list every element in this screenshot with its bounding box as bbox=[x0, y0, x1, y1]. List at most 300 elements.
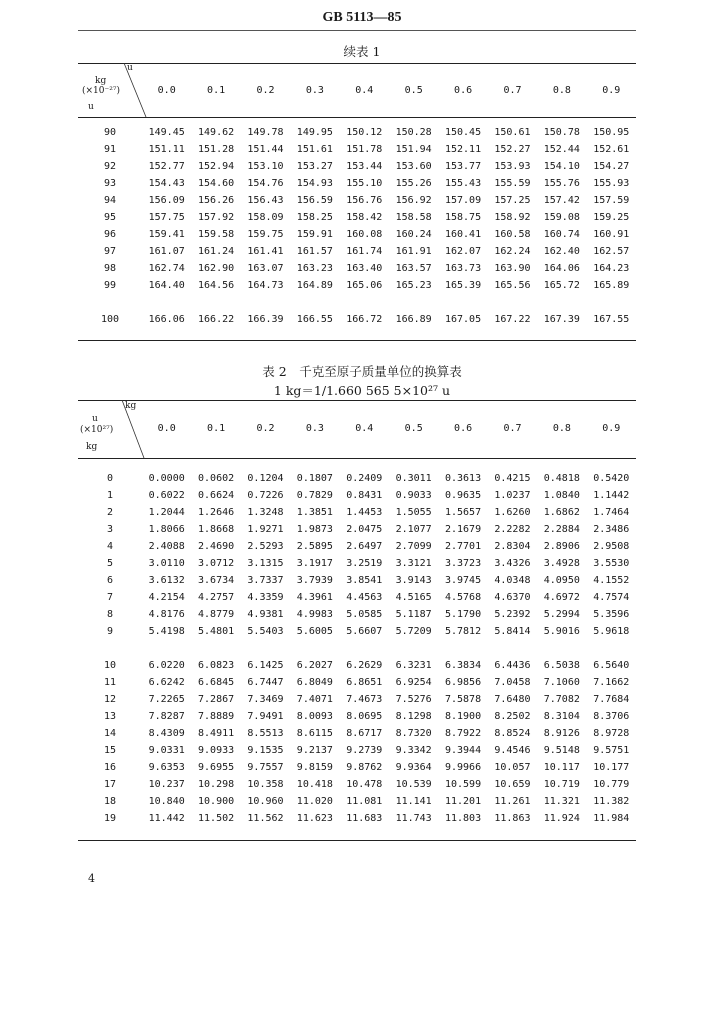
row-label: 3 bbox=[106, 524, 114, 535]
table-cell: 161.24 bbox=[198, 246, 235, 257]
table-cell: 0.0000 bbox=[148, 473, 185, 484]
table-cell: 159.75 bbox=[247, 229, 284, 240]
table-cell: 155.93 bbox=[593, 178, 630, 189]
table-cell: 152.11 bbox=[444, 144, 482, 155]
table-cell: 3.5530 bbox=[593, 558, 630, 569]
table-cell: 9.8762 bbox=[346, 762, 383, 773]
table-cell: 2.7099 bbox=[395, 541, 432, 552]
table-cell: 153.77 bbox=[444, 161, 482, 172]
table-cell: 4.5768 bbox=[444, 592, 482, 603]
table-cell: 157.09 bbox=[444, 195, 482, 206]
row-label: 4 bbox=[106, 541, 114, 552]
table-cell: 6.5640 bbox=[593, 660, 630, 671]
table-cell: 10.719 bbox=[543, 779, 580, 790]
table-cell: 9.1535 bbox=[247, 745, 284, 756]
table-cell: 166.89 bbox=[395, 314, 432, 325]
table-cell: 155.59 bbox=[494, 178, 531, 189]
table-cell: 11.020 bbox=[296, 796, 333, 807]
table-cell: 8.2502 bbox=[494, 711, 531, 722]
table-cell: 5.7209 bbox=[395, 626, 432, 637]
table-cell: 3.7939 bbox=[296, 575, 333, 586]
table-cell: 11.863 bbox=[494, 813, 531, 824]
table-cell: 10.298 bbox=[198, 779, 235, 790]
table-cell: 7.1060 bbox=[543, 677, 580, 688]
table-row bbox=[78, 691, 636, 708]
table-cell: 2.2884 bbox=[543, 524, 580, 535]
table-cell: 6.2629 bbox=[346, 660, 383, 671]
table-cell: 4.4563 bbox=[346, 592, 383, 603]
table-cell: 5.6005 bbox=[296, 626, 333, 637]
table-cell: 4.8176 bbox=[148, 609, 185, 620]
table-cell: 3.0110 bbox=[148, 558, 185, 569]
table-cell: 162.74 bbox=[148, 263, 185, 274]
table-cell: 160.91 bbox=[593, 229, 630, 240]
table-cell: 11.141 bbox=[395, 796, 432, 807]
table-cell: 158.09 bbox=[247, 212, 284, 223]
table-cell: 9.5751 bbox=[593, 745, 630, 756]
table-cell: 2.6497 bbox=[346, 541, 383, 552]
table-cell: 6.3231 bbox=[395, 660, 432, 671]
table-cell: 149.95 bbox=[296, 127, 333, 138]
table-row bbox=[78, 657, 636, 674]
table-cell: 149.62 bbox=[198, 127, 235, 138]
table-cell: 159.58 bbox=[198, 229, 235, 240]
table2-column-header: 0.9 bbox=[602, 423, 621, 434]
table-cell: 1.9271 bbox=[247, 524, 284, 535]
table-cell: 9.2739 bbox=[346, 745, 383, 756]
table2-header-rule bbox=[78, 458, 636, 459]
row-label: 6 bbox=[106, 575, 114, 586]
table2-column-header: 0.1 bbox=[207, 423, 226, 434]
table-row bbox=[78, 158, 636, 175]
table-cell: 9.6353 bbox=[148, 762, 185, 773]
header-rule bbox=[78, 30, 636, 31]
table-cell: 152.94 bbox=[198, 161, 235, 172]
table-cell: 11.502 bbox=[198, 813, 235, 824]
table-cell: 153.27 bbox=[296, 161, 333, 172]
table-cell: 155.43 bbox=[444, 178, 482, 189]
group-spacer bbox=[78, 640, 636, 657]
table-cell: 8.7922 bbox=[444, 728, 482, 739]
row-label: 90 bbox=[103, 127, 117, 138]
table-cell: 5.4198 bbox=[148, 626, 185, 637]
row-label: 96 bbox=[103, 229, 117, 240]
table-cell: 1.8668 bbox=[198, 524, 235, 535]
table-cell: 7.1662 bbox=[593, 677, 630, 688]
table-cell: 1.2646 bbox=[198, 507, 235, 518]
table-cell: 159.41 bbox=[148, 229, 185, 240]
table-cell: 6.4436 bbox=[494, 660, 531, 671]
table-cell: 9.9966 bbox=[444, 762, 482, 773]
table-cell: 6.9856 bbox=[444, 677, 482, 688]
table-cell: 11.623 bbox=[296, 813, 333, 824]
table-cell: 4.3961 bbox=[296, 592, 333, 603]
table-cell: 159.91 bbox=[296, 229, 333, 240]
table-cell: 8.9728 bbox=[593, 728, 630, 739]
table-cell: 9.3342 bbox=[395, 745, 432, 756]
table-cell: 152.61 bbox=[593, 144, 630, 155]
table1-corner-bottom: u bbox=[88, 102, 94, 112]
table-cell: 160.08 bbox=[346, 229, 383, 240]
table-cell: 8.7320 bbox=[395, 728, 432, 739]
table-cell: 1.7464 bbox=[593, 507, 630, 518]
row-label: 2 bbox=[106, 507, 114, 518]
table-cell: 11.803 bbox=[444, 813, 482, 824]
table-cell: 2.2282 bbox=[494, 524, 531, 535]
row-label: 9 bbox=[106, 626, 114, 637]
table-cell: 6.1425 bbox=[247, 660, 284, 671]
table-cell: 157.25 bbox=[494, 195, 531, 206]
table-cell: 8.4911 bbox=[198, 728, 235, 739]
table-cell: 0.1204 bbox=[247, 473, 284, 484]
table-cell: 7.2867 bbox=[198, 694, 235, 705]
table-cell: 8.9126 bbox=[543, 728, 580, 739]
table1-corner-mid1: kg bbox=[95, 76, 107, 86]
table2-top-rule bbox=[78, 400, 636, 401]
table-cell: 6.2027 bbox=[296, 660, 333, 671]
table1-column-header: 0.9 bbox=[602, 85, 621, 96]
table-cell: 9.8159 bbox=[296, 762, 333, 773]
table-cell: 7.2265 bbox=[148, 694, 185, 705]
table-row bbox=[78, 759, 636, 776]
table-cell: 164.23 bbox=[593, 263, 630, 274]
table-cell: 161.07 bbox=[148, 246, 185, 257]
table-cell: 5.9618 bbox=[593, 626, 630, 637]
table-cell: 0.6022 bbox=[148, 490, 185, 501]
table-cell: 7.4673 bbox=[346, 694, 383, 705]
table1-caption: 续表 1 bbox=[343, 44, 381, 59]
table-cell: 3.8541 bbox=[346, 575, 383, 586]
table1-column-header: 0.6 bbox=[454, 85, 473, 96]
row-label: 100 bbox=[100, 314, 120, 325]
table-cell: 154.43 bbox=[148, 178, 185, 189]
table-cell: 166.72 bbox=[346, 314, 383, 325]
table-cell: 5.2994 bbox=[543, 609, 580, 620]
table-cell: 3.1917 bbox=[296, 558, 333, 569]
row-label: 12 bbox=[103, 694, 117, 705]
row-label: 98 bbox=[103, 263, 117, 274]
table-cell: 164.89 bbox=[296, 280, 333, 291]
table-cell: 7.5276 bbox=[395, 694, 432, 705]
table-row bbox=[78, 175, 636, 192]
table-cell: 158.92 bbox=[494, 212, 531, 223]
table1-column-header: 0.8 bbox=[552, 85, 571, 96]
table-cell: 5.9016 bbox=[543, 626, 580, 637]
table-cell: 3.7337 bbox=[247, 575, 284, 586]
table-cell: 6.5038 bbox=[543, 660, 580, 671]
table-cell: 2.1679 bbox=[444, 524, 482, 535]
table-cell: 6.6242 bbox=[148, 677, 185, 688]
table-cell: 160.74 bbox=[543, 229, 580, 240]
table-cell: 10.177 bbox=[593, 762, 630, 773]
table-cell: 163.57 bbox=[395, 263, 432, 274]
table-cell: 7.7082 bbox=[543, 694, 580, 705]
table-cell: 4.9983 bbox=[296, 609, 333, 620]
table-cell: 167.39 bbox=[543, 314, 580, 325]
table-cell: 9.4546 bbox=[494, 745, 531, 756]
table-cell: 1.6260 bbox=[494, 507, 531, 518]
table-cell: 4.9381 bbox=[247, 609, 284, 620]
row-label: 94 bbox=[103, 195, 117, 206]
document-header: GB 5113—85 bbox=[322, 10, 402, 25]
table-cell: 11.562 bbox=[247, 813, 284, 824]
table-cell: 163.23 bbox=[296, 263, 333, 274]
table-cell: 149.45 bbox=[148, 127, 185, 138]
table-cell: 10.960 bbox=[247, 796, 284, 807]
table-cell: 166.39 bbox=[247, 314, 284, 325]
table-cell: 2.4088 bbox=[148, 541, 185, 552]
table-cell: 0.3011 bbox=[395, 473, 432, 484]
table-cell: 150.95 bbox=[593, 127, 630, 138]
table-cell: 149.78 bbox=[247, 127, 284, 138]
table-row bbox=[78, 776, 636, 793]
table1-column-header: 0.2 bbox=[256, 85, 275, 96]
table-cell: 164.40 bbox=[148, 280, 185, 291]
table-cell: 5.0585 bbox=[346, 609, 383, 620]
table-cell: 154.10 bbox=[543, 161, 580, 172]
table-row bbox=[78, 572, 636, 589]
table-cell: 167.05 bbox=[444, 314, 482, 325]
table1-corner-mid2: (×10⁻²⁷) bbox=[82, 86, 120, 96]
table1-body bbox=[78, 124, 636, 328]
table-cell: 4.2757 bbox=[198, 592, 235, 603]
table-row bbox=[78, 521, 636, 538]
table-cell: 11.442 bbox=[148, 813, 185, 824]
table-row bbox=[78, 725, 636, 742]
table-cell: 157.42 bbox=[543, 195, 580, 206]
table-row bbox=[78, 589, 636, 606]
table2-corner-mid1: u bbox=[92, 414, 98, 424]
table-cell: 8.5513 bbox=[247, 728, 284, 739]
table-row bbox=[78, 708, 636, 725]
table-cell: 164.56 bbox=[198, 280, 235, 291]
table-cell: 6.6845 bbox=[198, 677, 235, 688]
table-cell: 151.78 bbox=[346, 144, 383, 155]
table-row bbox=[78, 260, 636, 277]
table-cell: 11.683 bbox=[346, 813, 383, 824]
table-cell: 3.3723 bbox=[444, 558, 482, 569]
table-cell: 165.89 bbox=[593, 280, 630, 291]
row-label: 13 bbox=[103, 711, 117, 722]
table-cell: 154.76 bbox=[247, 178, 284, 189]
table-cell: 162.40 bbox=[543, 246, 580, 257]
table-cell: 151.94 bbox=[395, 144, 432, 155]
table-cell: 10.900 bbox=[198, 796, 235, 807]
table-cell: 6.9254 bbox=[395, 677, 432, 688]
table-cell: 165.72 bbox=[543, 280, 580, 291]
table-row bbox=[78, 742, 636, 759]
table-cell: 4.8779 bbox=[198, 609, 235, 620]
table2-column-header: 0.3 bbox=[305, 423, 324, 434]
table-cell: 5.7812 bbox=[444, 626, 482, 637]
table-cell: 5.8414 bbox=[494, 626, 531, 637]
table-cell: 166.55 bbox=[296, 314, 333, 325]
table-cell: 153.93 bbox=[494, 161, 531, 172]
table-cell: 8.0093 bbox=[296, 711, 333, 722]
table1-column-header: 0.1 bbox=[207, 85, 226, 96]
table-cell: 1.1442 bbox=[593, 490, 630, 501]
table-cell: 157.59 bbox=[593, 195, 630, 206]
table-cell: 10.599 bbox=[444, 779, 482, 790]
table-cell: 11.321 bbox=[543, 796, 580, 807]
table-cell: 4.2154 bbox=[148, 592, 185, 603]
table-cell: 0.4818 bbox=[543, 473, 580, 484]
table-cell: 0.7226 bbox=[247, 490, 284, 501]
table1-corner-top: u bbox=[127, 63, 133, 73]
table-cell: 6.0220 bbox=[148, 660, 185, 671]
table-cell: 4.6972 bbox=[543, 592, 580, 603]
table-cell: 9.6955 bbox=[198, 762, 235, 773]
table-cell: 3.0712 bbox=[198, 558, 235, 569]
table-cell: 10.418 bbox=[296, 779, 333, 790]
table-cell: 1.3248 bbox=[247, 507, 284, 518]
table-cell: 10.237 bbox=[148, 779, 185, 790]
table-cell: 8.8524 bbox=[494, 728, 531, 739]
row-label: 93 bbox=[103, 178, 117, 189]
table-row bbox=[78, 674, 636, 691]
row-label: 0 bbox=[106, 473, 114, 484]
table-cell: 11.984 bbox=[593, 813, 630, 824]
table-row bbox=[78, 810, 636, 827]
table-cell: 9.0933 bbox=[198, 745, 235, 756]
table-cell: 10.779 bbox=[593, 779, 630, 790]
table-cell: 162.90 bbox=[198, 263, 235, 274]
table2-corner-bottom: kg bbox=[86, 442, 98, 452]
table-cell: 9.9364 bbox=[395, 762, 432, 773]
table-cell: 4.6370 bbox=[494, 592, 531, 603]
table-cell: 4.7574 bbox=[593, 592, 630, 603]
table-cell: 0.9033 bbox=[395, 490, 432, 501]
table-cell: 9.2137 bbox=[296, 745, 333, 756]
table-cell: 164.73 bbox=[247, 280, 284, 291]
table-cell: 6.0823 bbox=[198, 660, 235, 671]
table-cell: 2.7701 bbox=[444, 541, 482, 552]
row-label: 16 bbox=[103, 762, 117, 773]
table-cell: 155.10 bbox=[346, 178, 383, 189]
table-cell: 155.76 bbox=[543, 178, 580, 189]
table-cell: 154.93 bbox=[296, 178, 333, 189]
table-cell: 4.1552 bbox=[593, 575, 630, 586]
page-number: 4 bbox=[88, 872, 95, 885]
table-cell: 3.1315 bbox=[247, 558, 284, 569]
row-label: 97 bbox=[103, 246, 117, 257]
table-cell: 0.8431 bbox=[346, 490, 383, 501]
table-cell: 151.61 bbox=[296, 144, 333, 155]
group-spacer bbox=[78, 294, 636, 311]
table-cell: 8.1900 bbox=[444, 711, 482, 722]
table-cell: 150.45 bbox=[444, 127, 482, 138]
table-cell: 8.1298 bbox=[395, 711, 432, 722]
table-cell: 7.3469 bbox=[247, 694, 284, 705]
row-label: 19 bbox=[103, 813, 117, 824]
table2-column-header: 0.5 bbox=[404, 423, 423, 434]
table-cell: 5.6607 bbox=[346, 626, 383, 637]
table1-column-header: 0.3 bbox=[305, 85, 324, 96]
table-cell: 6.3834 bbox=[444, 660, 482, 671]
table-cell: 0.2409 bbox=[346, 473, 383, 484]
table-cell: 156.59 bbox=[296, 195, 333, 206]
table-cell: 157.75 bbox=[148, 212, 185, 223]
table-cell: 151.11 bbox=[148, 144, 185, 155]
table-cell: 7.6480 bbox=[494, 694, 531, 705]
table-row bbox=[78, 793, 636, 810]
table1-column-header: 0.7 bbox=[503, 85, 522, 96]
table-cell: 1.6862 bbox=[543, 507, 580, 518]
table1-column-header: 0.4 bbox=[355, 85, 374, 96]
table1-bottom-rule bbox=[78, 340, 636, 341]
table-cell: 8.0695 bbox=[346, 711, 383, 722]
table-cell: 7.8889 bbox=[198, 711, 235, 722]
table-cell: 8.6717 bbox=[346, 728, 383, 739]
table-cell: 3.6734 bbox=[198, 575, 235, 586]
table-cell: 1.5055 bbox=[395, 507, 432, 518]
table-cell: 8.3104 bbox=[543, 711, 580, 722]
table-row bbox=[78, 504, 636, 521]
table-row bbox=[78, 277, 636, 294]
table-row bbox=[78, 141, 636, 158]
row-label: 11 bbox=[103, 677, 117, 688]
table-cell: 153.44 bbox=[346, 161, 383, 172]
table-cell: 5.2392 bbox=[494, 609, 531, 620]
table-cell: 10.478 bbox=[346, 779, 383, 790]
table-cell: 165.56 bbox=[494, 280, 531, 291]
table-cell: 151.44 bbox=[247, 144, 284, 155]
table-cell: 156.09 bbox=[148, 195, 185, 206]
table-cell: 0.9635 bbox=[444, 490, 482, 501]
table-cell: 152.77 bbox=[148, 161, 185, 172]
table-row bbox=[78, 209, 636, 226]
table-cell: 1.3851 bbox=[296, 507, 333, 518]
table-cell: 11.081 bbox=[346, 796, 383, 807]
table-cell: 11.924 bbox=[543, 813, 580, 824]
table-cell: 3.3121 bbox=[395, 558, 432, 569]
table-cell: 167.22 bbox=[494, 314, 531, 325]
table-cell: 1.9873 bbox=[296, 524, 333, 535]
row-label: 8 bbox=[106, 609, 114, 620]
row-label: 14 bbox=[103, 728, 117, 739]
row-label: 99 bbox=[103, 280, 117, 291]
table-cell: 150.61 bbox=[494, 127, 531, 138]
table-cell: 9.0331 bbox=[148, 745, 185, 756]
table-cell: 2.5895 bbox=[296, 541, 333, 552]
table-cell: 7.7684 bbox=[593, 694, 630, 705]
table-cell: 5.1790 bbox=[444, 609, 482, 620]
table-cell: 1.8066 bbox=[148, 524, 185, 535]
row-label: 5 bbox=[106, 558, 114, 569]
table-cell: 5.3596 bbox=[593, 609, 630, 620]
table2-corner-mid2: (×10²⁷) bbox=[80, 425, 114, 435]
table-cell: 11.382 bbox=[593, 796, 630, 807]
table-cell: 9.7557 bbox=[247, 762, 284, 773]
table-row bbox=[78, 226, 636, 243]
table-cell: 5.4801 bbox=[198, 626, 235, 637]
table2-caption: 表 2 千克至原子质量单位的换算表 bbox=[262, 364, 462, 379]
table-cell: 3.6132 bbox=[148, 575, 185, 586]
table-cell: 164.06 bbox=[543, 263, 580, 274]
table-cell: 154.27 bbox=[593, 161, 630, 172]
table-cell: 153.10 bbox=[247, 161, 284, 172]
table-cell: 10.057 bbox=[494, 762, 531, 773]
table-cell: 161.41 bbox=[247, 246, 284, 257]
table1-top-rule bbox=[78, 63, 636, 64]
table-cell: 2.1077 bbox=[395, 524, 432, 535]
table-cell: 163.07 bbox=[247, 263, 284, 274]
table-cell: 2.9508 bbox=[593, 541, 630, 552]
table-cell: 1.4453 bbox=[346, 507, 383, 518]
table-cell: 8.6115 bbox=[296, 728, 333, 739]
table-cell: 165.06 bbox=[346, 280, 383, 291]
table-cell: 11.201 bbox=[444, 796, 482, 807]
